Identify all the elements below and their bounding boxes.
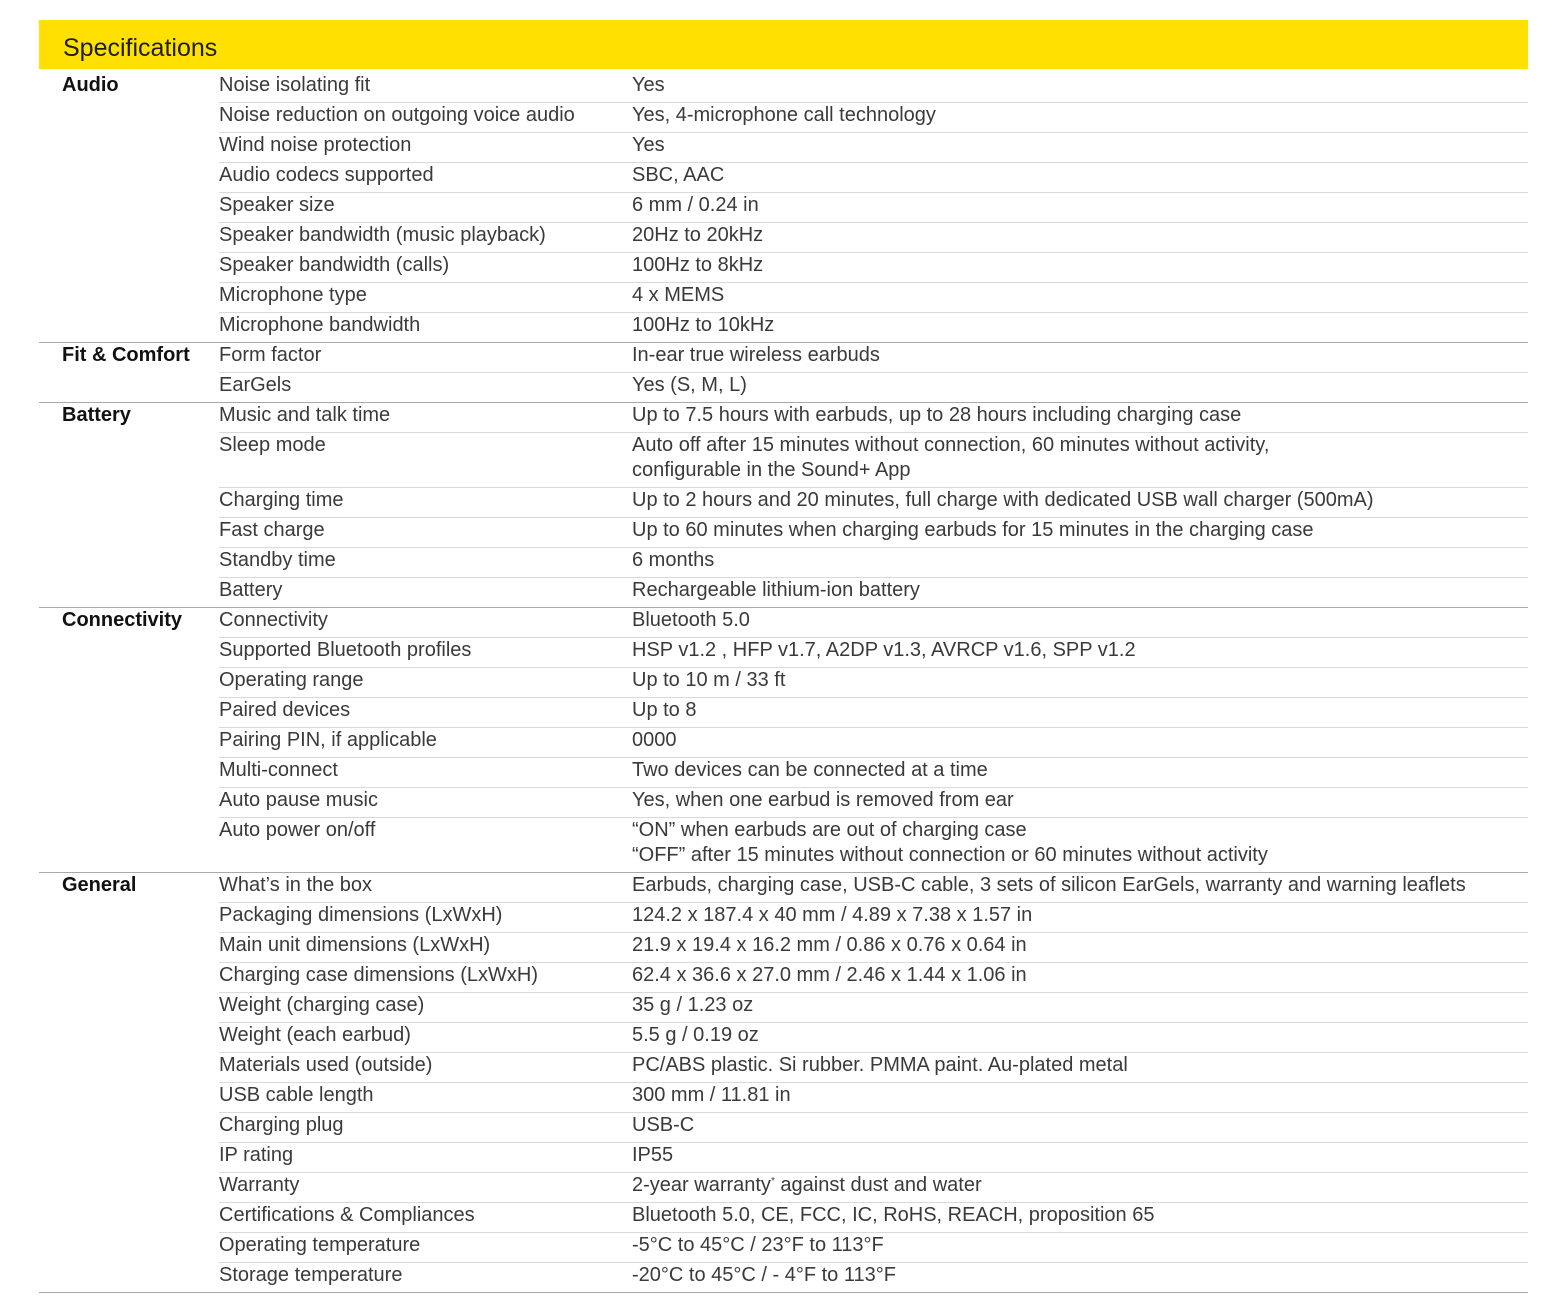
spec-value: 6 mm / 0.24 in: [632, 194, 759, 216]
spec-value: -20°C to 45°C / - 4°F to 113°F: [632, 1264, 896, 1286]
spec-row: [0, 1083, 1557, 1113]
spec-label: Speaker bandwidth (music playback): [219, 224, 546, 246]
spec-value: 5.5 g / 0.19 oz: [632, 1024, 759, 1046]
spec-label: Certifications & Compliances: [219, 1204, 475, 1226]
spec-label: Connectivity: [219, 609, 328, 631]
spec-row: [0, 728, 1557, 758]
spec-label: Weight (each earbud): [219, 1024, 411, 1046]
spec-value: In-ear true wireless earbuds: [632, 344, 880, 366]
spec-category: Battery: [62, 404, 131, 426]
spec-row: [0, 668, 1557, 698]
spec-value: “ON” when earbuds are out of charging case: [632, 819, 1027, 841]
spec-label: Auto pause music: [219, 789, 378, 811]
spec-row: [0, 343, 1557, 373]
spec-value: Up to 60 minutes when charging earbuds for 15 minutes in the charging case: [632, 519, 1314, 541]
spec-label: IP rating: [219, 1144, 294, 1166]
spec-row: [0, 1113, 1557, 1143]
spec-label: Battery: [219, 579, 283, 601]
spec-value-tail: against dust and water: [774, 1174, 982, 1196]
spec-row: [0, 73, 1557, 103]
spec-row: [0, 518, 1557, 548]
spec-row: [0, 1143, 1557, 1173]
spec-label: Form factor: [219, 344, 322, 366]
spec-value: 0000: [632, 729, 677, 751]
spec-value: Yes: [632, 74, 665, 96]
spec-value-line2: configurable in the Sound+ App: [632, 459, 911, 481]
spec-row: [0, 548, 1557, 578]
spec-row: [0, 1203, 1557, 1233]
spec-label: Operating range: [219, 669, 364, 691]
spec-value: Rechargeable lithium-ion battery: [632, 579, 920, 601]
spec-row: [0, 1263, 1557, 1293]
spec-label: Multi-connect: [219, 759, 338, 781]
spec-label: Noise reduction on outgoing voice audio: [219, 104, 575, 126]
spec-value: 21.9 x 19.4 x 16.2 mm / 0.86 x 0.76 x 0.64 in: [632, 934, 1027, 956]
spec-row: [0, 963, 1557, 993]
spec-category: Connectivity: [62, 609, 183, 631]
spec-label: Charging case dimensions (LxWxH): [219, 964, 539, 986]
spec-value: Up to 10 m / 33 ft: [632, 669, 786, 691]
spec-row: [0, 1173, 1557, 1203]
group-divider: [39, 1292, 1528, 1293]
spec-label: Materials used (outside): [219, 1054, 433, 1076]
spec-value: IP55: [632, 1144, 674, 1166]
spec-row: [0, 103, 1557, 133]
spec-value: SBC, AAC: [632, 164, 725, 186]
spec-label: Wind noise protection: [219, 134, 412, 156]
spec-value-text: 2-year warranty: [632, 1174, 771, 1196]
spec-label: Sleep mode: [219, 434, 326, 456]
spec-label: Paired devices: [219, 699, 351, 721]
spec-label: Speaker size: [219, 194, 335, 216]
specifications-header: [39, 20, 1528, 69]
spec-row: [0, 433, 1557, 488]
spec-value: 62.4 x 36.6 x 27.0 mm / 2.46 x 1.44 x 1.06 in: [632, 964, 1027, 986]
spec-row: [0, 283, 1557, 313]
spec-row: [0, 993, 1557, 1023]
spec-value: 100Hz to 10kHz: [632, 314, 775, 336]
spec-value: 124.2 x 187.4 x 40 mm / 4.89 x 7.38 x 1.57 in: [632, 904, 1033, 926]
spec-label: USB cable length: [219, 1084, 374, 1106]
spec-value: USB-C: [632, 1114, 695, 1136]
spec-value: 20Hz to 20kHz: [632, 224, 764, 246]
spec-value: Up to 2 hours and 20 minutes, full charge with dedicated USB wall charger (500mA): [632, 489, 1374, 511]
spec-row: [0, 373, 1557, 403]
spec-label: Supported Bluetooth profiles: [219, 639, 472, 661]
spec-label: Pairing PIN, if applicable: [219, 729, 437, 751]
spec-row: [0, 638, 1557, 668]
spec-value: -5°C to 45°C / 23°F to 113°F: [632, 1234, 884, 1256]
spec-label: What’s in the box: [219, 874, 373, 896]
spec-row: [0, 818, 1557, 873]
spec-row: [0, 253, 1557, 283]
spec-value: Up to 7.5 hours with earbuds, up to 28 hours including charging case: [632, 404, 1242, 426]
spec-value: Yes (S, M, L): [632, 374, 747, 396]
spec-value: Bluetooth 5.0, CE, FCC, IC, RoHS, REACH, proposition 65: [632, 1204, 1155, 1226]
spec-row: [0, 223, 1557, 253]
spec-value: [632, 1173, 982, 1198]
spec-row: [0, 788, 1557, 818]
spec-label: Fast charge: [219, 519, 325, 541]
spec-row: [0, 578, 1557, 608]
spec-label: Music and talk time: [219, 404, 391, 426]
footnote-marker: *: [770, 1176, 775, 1187]
spec-label: Storage temperature: [219, 1264, 403, 1286]
spec-label: EarGels: [219, 374, 292, 396]
spec-row: [0, 1023, 1557, 1053]
spec-row: [0, 403, 1557, 433]
spec-row: [0, 163, 1557, 193]
spec-row: [0, 313, 1557, 343]
spec-label: Audio codecs supported: [219, 164, 434, 186]
spec-value: Up to 8: [632, 699, 697, 721]
spec-value: 6 months: [632, 549, 715, 571]
spec-label: Warranty: [219, 1174, 300, 1196]
spec-label: Main unit dimensions (LxWxH): [219, 934, 491, 956]
spec-label: Charging time: [219, 489, 344, 511]
spec-value-line2: “OFF” after 15 minutes without connection or 60 minutes without activity: [632, 844, 1268, 866]
spec-value: HSP v1.2 , HFP v1.7, A2DP v1.3, AVRCP v1.6, SPP v1.2: [632, 639, 1136, 661]
spec-label: Microphone type: [219, 284, 367, 306]
spec-value: 35 g / 1.23 oz: [632, 994, 754, 1016]
spec-value: 300 mm / 11.81 in: [632, 1084, 791, 1106]
spec-row: [0, 608, 1557, 638]
spec-row: [0, 1233, 1557, 1263]
spec-row: [0, 903, 1557, 933]
spec-label: Speaker bandwidth (calls): [219, 254, 450, 276]
spec-value: Two devices can be connected at a time: [632, 759, 988, 781]
spec-row: [0, 133, 1557, 163]
spec-value: Auto off after 15 minutes without connection, 60 minutes without activity,: [632, 434, 1270, 456]
spec-value: Yes, when one earbud is removed from ear: [632, 789, 1014, 811]
spec-value: PC/ABS plastic. Si rubber. PMMA paint. Au-plated metal: [632, 1054, 1128, 1076]
spec-label: Standby time: [219, 549, 336, 571]
spec-category: Audio: [62, 74, 119, 96]
spec-value: 100Hz to 8kHz: [632, 254, 764, 276]
spec-value: Earbuds, charging case, USB-C cable, 3 sets of silicon EarGels, warranty and warning leaflets: [632, 874, 1466, 896]
spec-row: [0, 933, 1557, 963]
spec-row: [0, 873, 1557, 903]
spec-label: Charging plug: [219, 1114, 344, 1136]
spec-label: Operating temperature: [219, 1234, 421, 1256]
spec-row: [0, 698, 1557, 728]
spec-row: [0, 488, 1557, 518]
spec-row: [0, 193, 1557, 223]
spec-label: Packaging dimensions (LxWxH): [219, 904, 503, 926]
spec-value: 4 x MEMS: [632, 284, 725, 306]
spec-category: General: [62, 874, 137, 896]
spec-category: Fit & Comfort: [62, 344, 190, 366]
spec-label: Auto power on/off: [219, 819, 376, 841]
page-title: Specifications: [63, 34, 218, 62]
spec-label: Microphone bandwidth: [219, 314, 421, 336]
spec-row: [0, 758, 1557, 788]
spec-row: [0, 1053, 1557, 1083]
spec-label: Weight (charging case): [219, 994, 425, 1016]
spec-value: Bluetooth 5.0: [632, 609, 750, 631]
spec-label: Noise isolating fit: [219, 74, 371, 96]
spec-value: Yes, 4-microphone call technology: [632, 104, 936, 126]
spec-value: Yes: [632, 134, 665, 156]
